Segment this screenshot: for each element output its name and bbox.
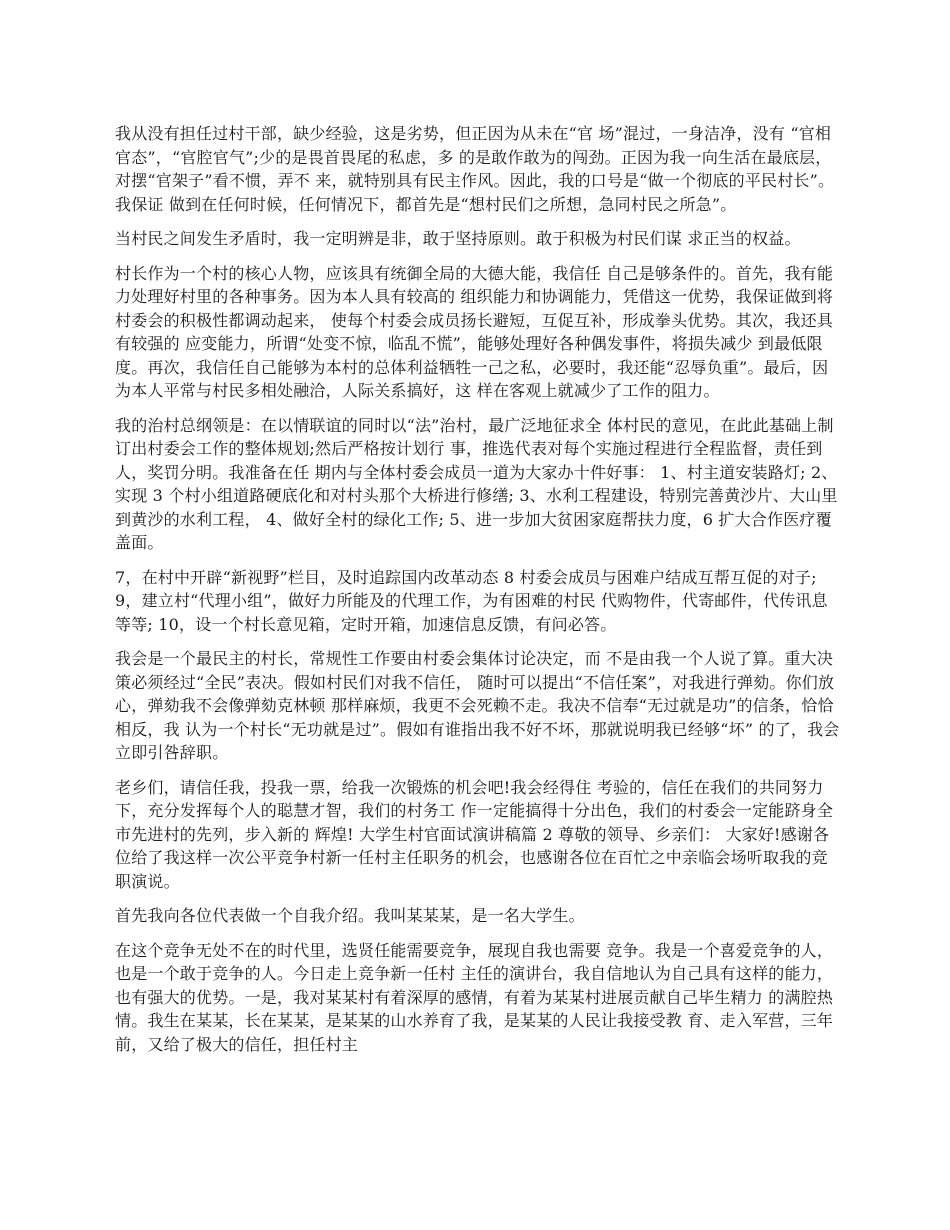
paragraph-8: 首先我向各位代表做一个自我介绍。我叫某某某，是一名大学生。 [115, 906, 585, 925]
paragraph-5: 7，在村中开辟“新视野”栏目，及时追踪国内改革动态 8 村委会成员与困难户结成互帮互促的对子; 9，建立村“代理小组”，做好力所能及的代理工作，为有困难的村民 代购物件，代寄邮件，代传讯息等等; 10，设一个村长意见箱，定时开箱，加速信息反馈，有问必答。 [115, 567, 828, 634]
paragraph-6: 我会是一个最民主的村长，常规性工作要由村委会集体讨论决定，而 不是由我一个人说了算。重大决策必须经过“全民”表决。假如村民们对我不信任， 随时可以提出“不信任案”，对我进行弹劾。你们放心，弹劾我不会像弹劾克林顿 那样麻烦，我更不会死赖不走。我决不信奉“无过就是功”的信条，恰恰相反，我 认为一个村长“无功就是过”。假如有谁指出我不好不坏，那就说明我已经够“坏” 的了，我会立即引咎辞职。 [115, 649, 840, 762]
paragraph-1: 我从没有担任过村干部，缺少经验，这是劣势，但正因为从未在“官 场”混过，一身洁净，没有 “官相官态”，“官腔官气”;少的是畏首畏尾的私虑，多 的是敢作敢为的闯劲。正因为我一向生活在最底层，对摆“官架子”看不惯，弄不 来，就特别具有民主作风。因此，我的口号是“做一个彻底的平民村长”。我保证 做到在任何时候，任何情况下，都首先是“想村民们之所想，急同村民之所急”。 [115, 124, 835, 214]
document-body [115, 122, 840, 1067]
paragraph-4: 我的治村总纲领是：在以情联谊的同时以“法”治村，最广泛地征求全 体村民的意见，在此此基础上制订出村委会工作的整体规划;然后严格按计划行 事，推选代表对每个实施过程进行全程监督，责任到人，奖罚分明。我准备在任 期内与全体村委会成员一道为大家办十件好事： 1、村主道安装路灯; 2、实现 3 个村小组道路硬底化和对村头那个大桥进行修缮; 3、水利工程建设，特别完善黄沙片、大山里到黄沙的水利工程， 4、做好全村的绿化工作; 5、进一步加大贫困家庭帮扶力度，6 扩大合作医疗覆盖面。 [115, 415, 838, 552]
paragraph-9: 在这个竞争无处不在的时代里，选贤任能需要竞争，展现自我也需要 竞争。我是一个喜爱竞争的人，也是一个敢于竞争的人。今日走上竞争新一任村 主任的演讲台，我自信地认为自己具有这样的能力，也有强大的优势。一是，我对某某村有着深厚的感情，有着为某某村进展贡献自己毕生精力 的满腔热情。我生在某某，长在某某，是某某的山水养育了我，是某某的人民让我接受教 育、走入军营，三年前，又给了极大的信任，担任村主 [115, 940, 834, 1054]
paragraph-7: 老乡们，请信任我，投我一票，给我一次锻炼的机会吧!我会经得住 考验的，信任在我们的共同努力下，充分发挥每个人的聪慧才智，我们的村务工 作一定能搞得十分出色，我们的村委会一定能跻身全市先进村的先列，步入新的 辉煌! 大学生村官面试演讲稿篇 2 尊敬的领导、乡亲们： 大家好!感谢各位给了我这样一次公平竞争村新一任村主任职务的机会，也感谢各位在百忙之中亲临会场听取我的竞职演说。 [115, 777, 834, 891]
paragraph-3: 村长作为一个村的核心人物，应该具有统御全局的大德大能，我信任 自己是够条件的。首先，我有能力处理好村里的各种事务。因为本人具有较高的 组织能力和协调能力，凭借这一优势，我保证做到将村委会的积极性都调动起来， 使每个村委会成员扬长避短，互促互补，形成拳头优势。其次，我还具有较强的 应变能力，所谓“处变不惊，临乱不慌”，能够处理好各种偶发事件，将损失减少 到最低限度。再次，我信任自己能够为本村的总体利益牺牲一己之私，必要时，我还能“忍辱负重”。最后，因为本人平常与村民多相处融洽，人际关系搞好，这 样在客观上就减少了工作的阻力。 [115, 263, 834, 400]
paragraph-2: 当村民之间发生矛盾时，我一定明辨是非，敢于坚持原则。敢于积极为村民们谋 求正当的权益。 [115, 229, 801, 248]
